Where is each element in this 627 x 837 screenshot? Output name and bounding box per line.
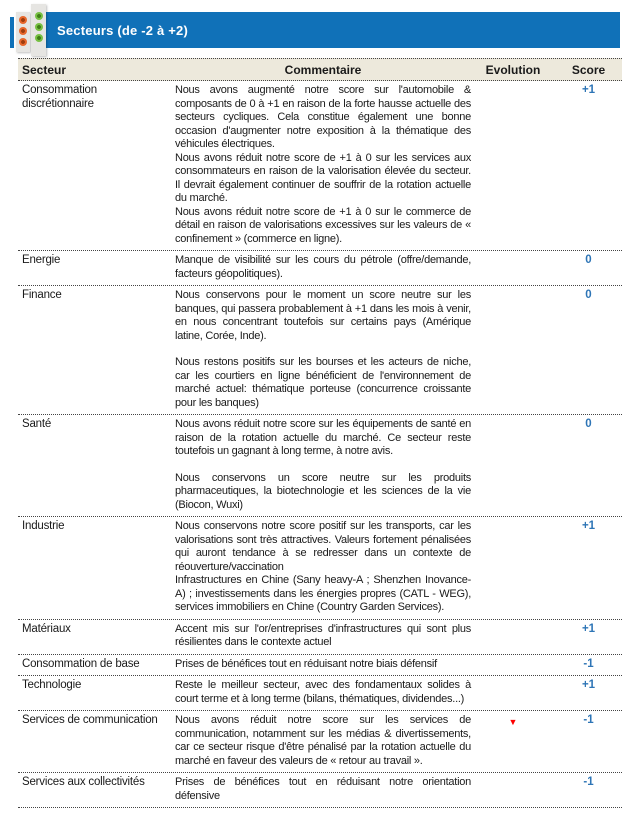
green-dot-icon	[35, 23, 43, 31]
table-row	[18, 773, 622, 808]
score-value: -1	[583, 776, 594, 788]
comment-paragraph: Nous avons augmenté notre score sur l'automobile & composants de 0 à +1 en raison de la forte hausse actuelle des secteurs cycliques. Cela constitue également une bonne occasion d'augmenter notre exposition à la thématique des véhicules électriques.	[175, 84, 471, 150]
table-row	[18, 81, 622, 251]
comment-cell	[175, 714, 471, 768]
comment-paragraph: Reste le meilleur secteur, avec des fondamentaux solides à court terme et à long terme (bilans, thématiques, dividendes...)	[175, 679, 471, 705]
score-value: 0	[585, 418, 592, 430]
table-header-row	[18, 58, 622, 81]
score-value: 0	[585, 254, 592, 266]
evolution-cell	[471, 289, 555, 410]
sector-name: Energie	[22, 254, 61, 266]
comment-cell	[175, 418, 471, 512]
score-value: +1	[581, 84, 596, 96]
comment-paragraph: Prises de bénéfices tout en réduisant notre biais défensif	[175, 657, 437, 670]
sector-name: Matériaux	[22, 622, 71, 635]
evolution-down-icon: ▼	[508, 717, 518, 727]
comment-paragraph: Nous conservons un score neutre sur les produits pharmaceutiques, la biotechnologie et les sciences de la vie (Biocon, Wuxi)	[175, 471, 471, 511]
evolution-cell	[471, 679, 555, 706]
score-value: +1	[581, 622, 596, 635]
column-header-comment: Commentaire	[284, 63, 362, 77]
comment-cell	[175, 623, 471, 650]
sector-name: Services de communication	[22, 714, 158, 726]
page-title: Secteurs (de -2 à +2)	[57, 22, 189, 38]
table-row	[18, 286, 622, 415]
table-row	[18, 655, 622, 677]
table-row	[18, 415, 622, 517]
sector-name: Industrie	[22, 520, 65, 532]
comment-paragraph: Infrastructures en Chine (Sany heavy-A ; Shenzhen Inovance-A) ; investissements dans les énergies propres (CATL - WEG), services immobiliers en Chine (Country Garden Services).	[175, 574, 471, 613]
comment-paragraph: Accent mis sur l'or/entreprises d'infrastructures qui sont plus résilientes dans le contexte actuel	[175, 622, 471, 648]
logo-bar-orange	[16, 12, 30, 52]
sector-name: Finance	[22, 289, 62, 301]
score-value: -1	[583, 714, 594, 726]
comment-paragraph: Nous conservons notre score positif sur les transports, car les valorisations sont très attractives. Valeurs fortement pénalisées qui auront tendance à se redresser dans un contexte de réouverture/vaccination	[175, 520, 471, 573]
column-header-evolution: Evolution	[485, 63, 541, 77]
comment-cell	[175, 84, 471, 246]
comment-paragraph: Nous avons réduit notre score de +1 à 0 sur le commerce de détail en raison de valorisations excessives sur les valeurs de « confinement » (commerce en ligne).	[175, 205, 471, 245]
table-row	[18, 676, 622, 711]
comment-cell	[175, 289, 471, 410]
column-header-score: Score	[571, 63, 606, 77]
evolution-cell	[471, 776, 555, 803]
orange-dot-icon	[19, 27, 27, 35]
banner-area	[0, 0, 627, 58]
sectors-table	[18, 58, 622, 808]
sector-name: Technologie	[22, 679, 82, 691]
sector-name: Services aux collectivités	[22, 776, 145, 788]
evolution-cell	[471, 623, 555, 650]
comment-paragraph: Nous avons réduit notre score de +1 à 0 sur les services aux consommateurs en raison de la valorisation élevée du secteur. Il devrait également continuer de souffrir de la rotation actuelle du marché.	[175, 151, 471, 204]
score-value: +1	[581, 520, 596, 532]
table-row	[18, 251, 622, 286]
section-banner	[40, 12, 620, 48]
sector-name: Consommation discrétionnaire	[22, 84, 97, 110]
evolution-cell	[471, 658, 555, 672]
brand-logo	[8, 2, 48, 58]
table-row	[18, 620, 622, 655]
comment-paragraph: Nous conservons pour le moment un score neutre sur les banques, qui passera probablement à +1 dans les mois à venir, en nous concentrant toutefois sur certains pays (Amérique latine, Corée, Inde).	[175, 289, 471, 342]
score-value: 0	[585, 289, 592, 301]
sector-name: Santé	[22, 418, 52, 430]
comment-paragraph: Nous restons positifs sur les bourses et les acteurs de niche, car les courtiers en ligne bénéficient de l'environnement de marché actuel: thématique porteuse (concurrence croissante pour les banques)	[175, 356, 471, 409]
score-value: +1	[581, 679, 596, 691]
comment-paragraph: Nous avons réduit notre score sur les équipements de santé en raison de la rotation actuelle du marché. Ce secteur reste toutefois un gagnant à long terme, à notre avis.	[175, 418, 471, 457]
evolution-cell	[471, 418, 555, 512]
logo-bar-green	[31, 4, 46, 56]
orange-dot-icon	[19, 16, 27, 24]
evolution-cell	[471, 254, 555, 281]
evolution-cell	[471, 520, 555, 615]
orange-dot-icon	[19, 38, 27, 46]
comment-cell	[175, 520, 471, 615]
evolution-cell	[471, 84, 555, 246]
column-header-sector: Secteur	[22, 63, 67, 77]
comment-paragraph: Prises de bénéfices tout en réduisant notre orientation défensive	[175, 776, 471, 802]
comment-cell	[175, 776, 471, 803]
green-dot-icon	[35, 34, 43, 42]
comment-paragraph: Nous avons réduit notre score sur les services de communication, notamment sur les médias & divertissements, car ce secteur risque d'être pénalisé par la rotation actuelle du marché en faveur des valeurs de « retour au travail ».	[175, 714, 471, 767]
comment-paragraph: Manque de visibilité sur les cours du pétrole (offre/demande, facteurs géopolitiques).	[175, 254, 471, 280]
score-value: -1	[583, 657, 594, 670]
logo-stripe	[10, 17, 14, 48]
table-row	[18, 517, 622, 620]
green-dot-icon	[35, 12, 43, 20]
comment-cell	[175, 679, 471, 706]
comment-cell	[175, 254, 471, 281]
sector-name: Consommation de base	[22, 657, 140, 670]
table-row	[18, 711, 622, 773]
comment-cell	[175, 658, 471, 672]
